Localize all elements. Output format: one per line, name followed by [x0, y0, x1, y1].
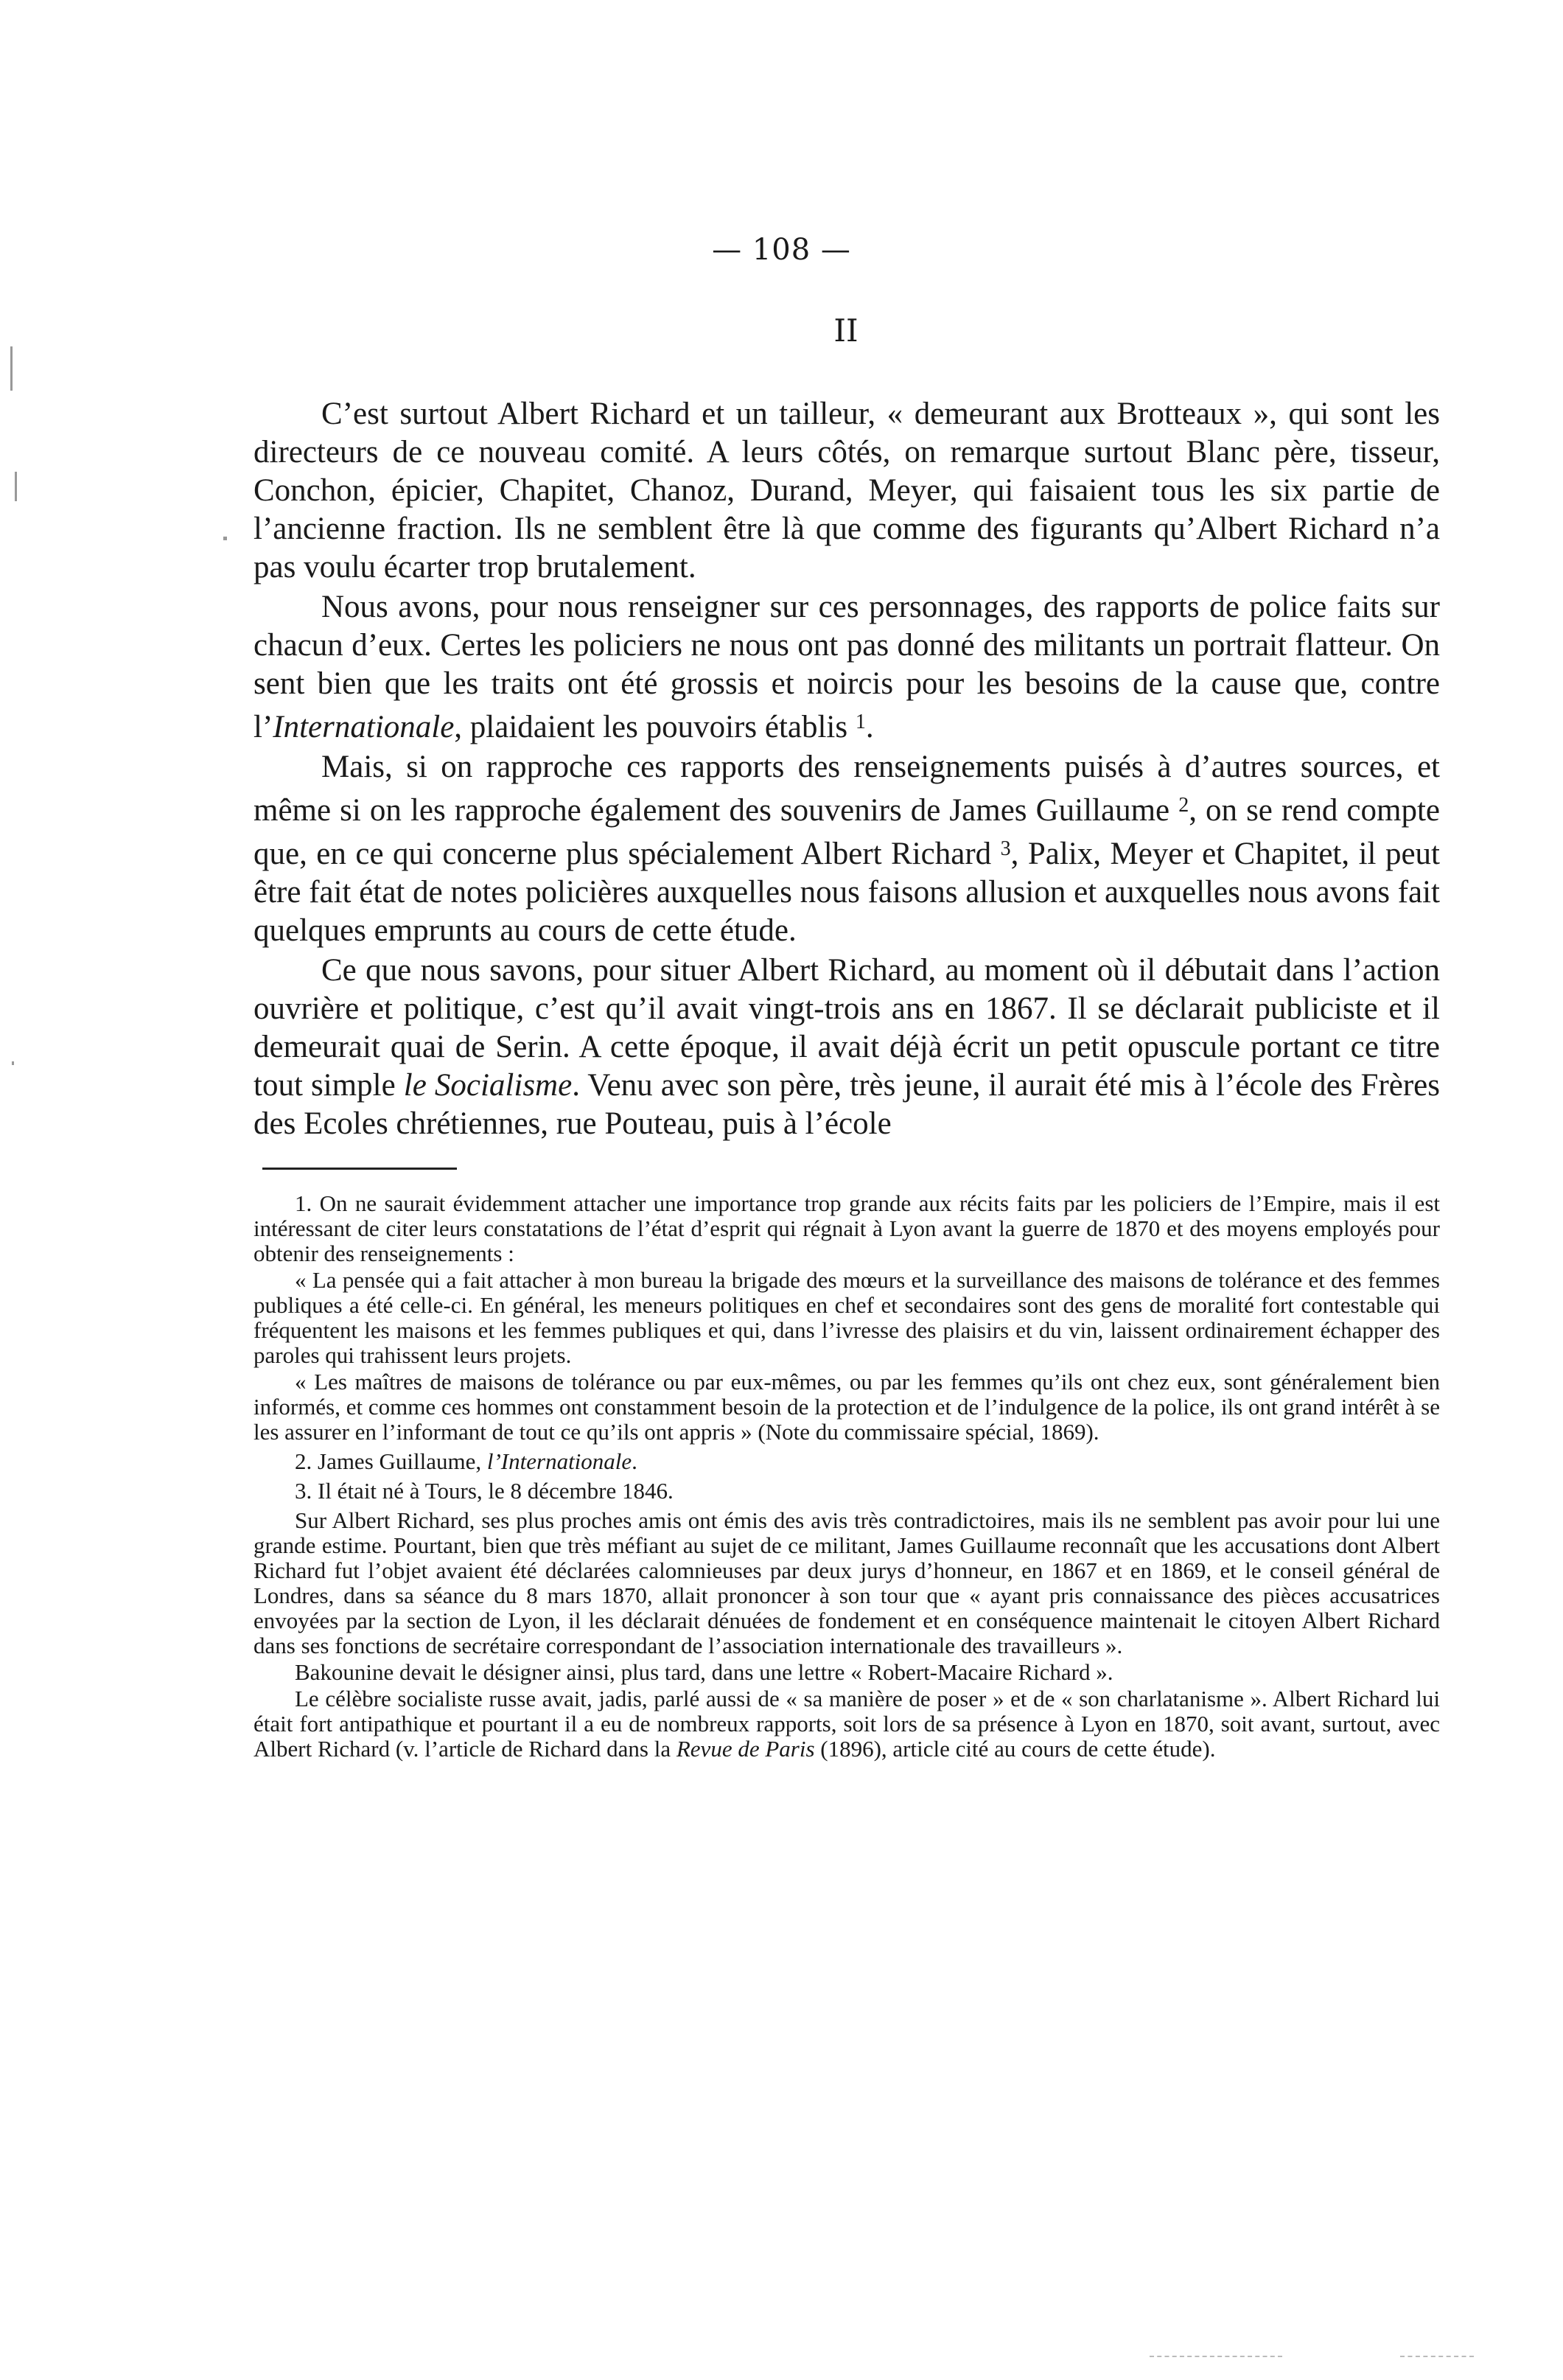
footnote-3-paragraph-1: Sur Albert Richard, ses plus proches amis ont émis des avis très contradictoires, mais ils ne semblent pas avoir pour lui une grande estime. Pourtant, bien que très méfiant au sujet de ce militant, James Guillaume reconnaît que les accusations dont Albert Richard fut l’objet avaient été déclarées calomnieuses par deux jurys d’honneur, en 1867 et en 1869, et le conseil général de Londres, dans sa séance du 8 mars 1870, allait prononcer à son tour que « ayant pris connaissance des pièces accusatrices envoyées par la section de Lyon, il les déclarait dénuées de fondement et en conséquence maintenait le citoyen Albert Richard dans ses fonctions de secrétaire correspondant de l’association internationale des travailleurs ».: [253, 1507, 1440, 1658]
footnote-1-quote-1: « La pensée qui a fait attacher à mon bureau la brigade des mœurs et la surveillance des maisons de tolérance et des femmes publiques a été celle-ci. En général, les meneurs politiques en chef et secondaires sont des gens de moralité fort contestable qui fréquentent les maisons et les femmes publiques et qui, dans l’ivresse des plaisirs et du vin, laissent ordinairement échapper des paroles qui trahissent leurs projets.: [253, 1267, 1440, 1368]
paragraph-3-text: Mais, si on rapproche ces rapports des renseignements puisés à d’autres sources, et même si on les rapproche également des souvenirs de James Guillaume: [253, 750, 1440, 828]
footnote-1-quote-2: « Les maîtres de maisons de tolérance ou par eux-mêmes, ou par les femmes qu’ils ont chez eux, sont généralement bien informés, et comme ces hommes ont constamment besoin de la protection et de l’indulgence de la police, ils ont grand intérêt à se les assurer en l’informant de tout ce qu’ils ont appris » (Note du commissaire spécial, 1869).: [253, 1369, 1440, 1445]
paragraph-3: [253, 748, 1440, 950]
section-heading: II: [833, 313, 859, 349]
scan-edge-mark: [1150, 2356, 1282, 2357]
paragraph-4-text: Ce que nous savons, pour situer Albert Richard, au moment où il débutait dans l’action ouvrière et politique, c’est qu’il avait vingt-trois ans en 1867. Il se déclarait publiciste et il demeurait quai de Serin. A cette époque, il avait déjà écrit un petit opuscule portant ce titre tout simple: [253, 953, 1440, 1103]
footnote-3-paragraph-3-end: (1896), article cité au cours de cette étude).: [814, 1736, 1216, 1762]
paragraph-2-text: Nous avons, pour nous renseigner sur ces personnages, des rapports de police faits sur chacun d’eux. Certes les policiers ne nous ont pas donné des militants un portrait flatteur. On sent bien que les traits ont été grossis et noircis pour les besoins de la cause que, contre l’: [253, 590, 1440, 744]
paragraph-4-text-b: . Venu avec son père, très jeune, il aurait été mis à l’école des Frères des Ecoles chrétiennes, rue Pouteau, puis à l’école: [253, 1068, 1440, 1141]
paragraph-4: [253, 952, 1440, 1143]
footnote-ref-3[interactable]: 3: [1000, 837, 1011, 860]
scan-edge-mark: [1400, 2356, 1474, 2357]
paragraph-1: [253, 395, 1440, 587]
scan-speck: [10, 346, 13, 391]
footnote-2-text: 2. James Guillaume,: [295, 1448, 487, 1474]
paragraph-4-italic: le Socialisme: [403, 1068, 573, 1103]
footnote-3: 3. Il était né à Tours, le 8 décembre 1846.: [295, 1478, 674, 1504]
paragraph-2-italic: Internationale: [273, 710, 455, 744]
footnotes: [253, 1191, 1440, 1766]
footnote-3-paragraph-3-italic: Revue de Paris: [676, 1736, 815, 1762]
footnote-ref-1[interactable]: 1: [855, 711, 866, 733]
main-text: [253, 395, 1440, 1143]
footnote-2-italic: l’Internationale: [486, 1448, 632, 1474]
paragraph-3-text-c: , Palix, Meyer et Chapitet, il peut être fait état de notes policières auxquelles nous faisons allusion et auxquelles nous avons fait quelques emprunts au cours de cette étude.: [253, 837, 1440, 948]
paragraph-2-end: .: [865, 710, 874, 744]
page-number: — 108 —: [712, 233, 851, 267]
scan-speck: [12, 1061, 14, 1065]
scan-speck: [15, 472, 17, 501]
footnote-3-paragraph-3: [253, 1686, 1440, 1762]
footnote-1: 1. On ne saurait évidemment attacher une importance trop grande aux récits faits par les policiers de l’Empire, mais il est intéressant de citer leurs constatations de l’état d’esprit qui régnait à Lyon avant la guerre de 1870 et des moyens employés pour obtenir des renseignements :: [253, 1190, 1440, 1266]
paragraph-2: [253, 588, 1440, 747]
scan-speck: [223, 537, 227, 540]
footnote-3-paragraph-3-text: Le célèbre socialiste russe avait, jadis, parlé aussi de « sa manière de poser » et de « son charlatanisme ». Albert Richard lui était fort antipathique et pourtant il a eu de nombreux rapports, soit lors de sa présence à Lyon en 1870, soit avant, surtout, avec Albert Richard (v. l’article de Richard dans la: [253, 1686, 1440, 1762]
footnote-2-end: .: [632, 1448, 637, 1474]
paragraph-3-text-b: , on se rend compte que, en ce qui concerne plus spécialement Albert Richard: [253, 793, 1441, 871]
footnote-ref-2[interactable]: 2: [1178, 794, 1189, 817]
footnote-3-paragraph-2: Bakounine devait le désigner ainsi, plus tard, dans une lettre « Robert-Macaire Richard ».: [295, 1659, 1113, 1685]
footnote-2: [253, 1449, 1440, 1474]
paragraph-1-text: C’est surtout Albert Richard et un tailleur, « demeurant aux Brotteaux », qui sont les directeurs de ce nouveau comité. A leurs côtés, on remarque surtout Blanc père, tisseur, Conchon, épicier, Chapitet, Chanoz, Durand, Meyer, qui faisaient tous les six partie de l’ancienne fraction. Ils ne semblent être là que comme des figurants qu’Albert Richard n’a pas voulu écarter trop brutalement.: [253, 397, 1440, 584]
paragraph-2-text-b: , plaidaient les pouvoirs établis: [454, 710, 848, 744]
footnote-separator: [262, 1168, 457, 1170]
